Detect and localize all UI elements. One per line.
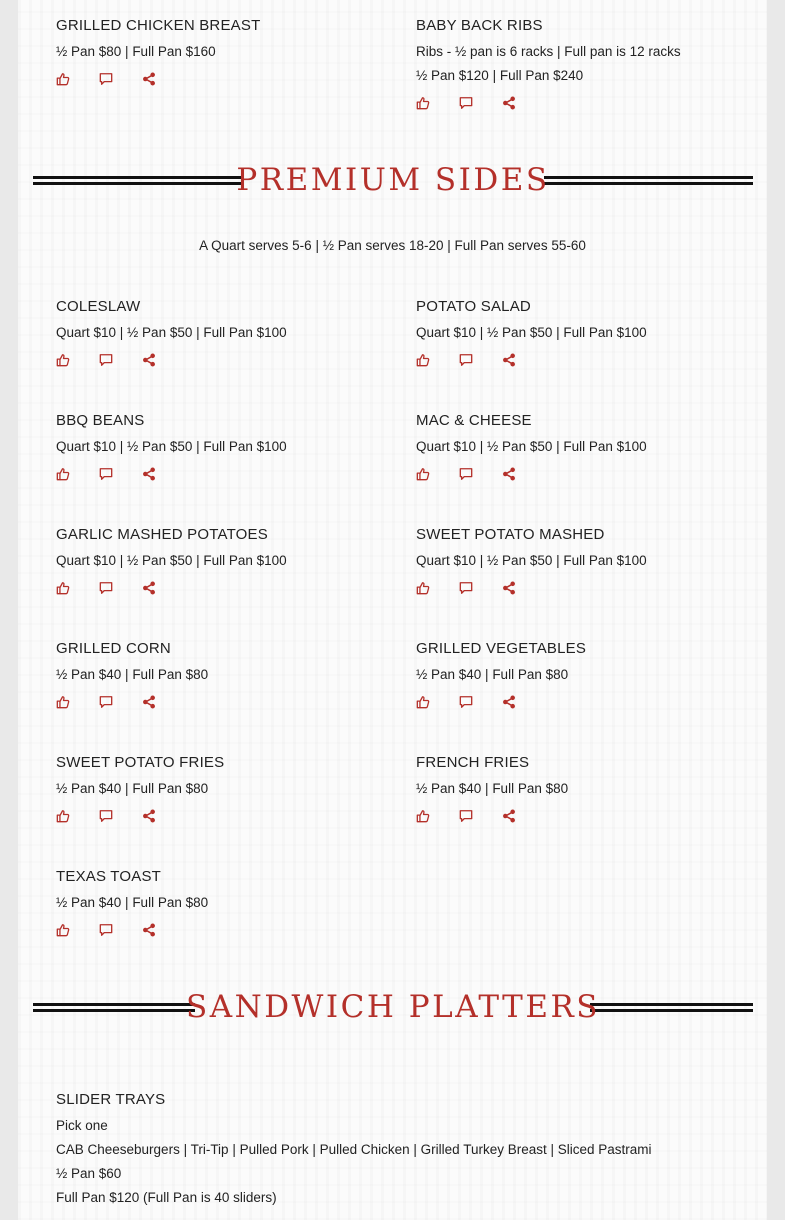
thumbs-up-icon[interactable]: [416, 809, 430, 823]
thumbs-up-icon[interactable]: [56, 467, 70, 481]
comment-icon[interactable]: [99, 581, 113, 595]
share-icon[interactable]: [142, 581, 156, 595]
menu-item-mac-and-cheese: [416, 412, 647, 481]
item-name: COLESLAW: [56, 298, 141, 315]
item-actions: [416, 467, 647, 481]
item-actions: [416, 581, 647, 595]
share-icon[interactable]: [502, 695, 516, 709]
item-price: ½ Pan $40 | Full Pan $80: [56, 667, 209, 682]
thumbs-up-icon[interactable]: [416, 96, 430, 110]
share-icon[interactable]: [502, 353, 516, 367]
thumbs-up-icon[interactable]: [56, 72, 70, 86]
item-price: ½ Pan $40 | Full Pan $80: [416, 667, 569, 682]
item-price: ½ Pan $40 | Full Pan $80: [416, 781, 569, 796]
menu-item-sweet-potato-mashed: [416, 526, 647, 595]
item-name: BABY BACK RIBS: [416, 17, 543, 34]
thumbs-up-icon[interactable]: [56, 923, 70, 937]
menu-item-slider-trays: [56, 1091, 652, 1210]
menu-item-sweet-potato-fries: [56, 754, 224, 823]
menu-item-baby-back-ribs: [416, 17, 681, 110]
comment-icon[interactable]: [459, 96, 473, 110]
item-name: SWEET POTATO MASHED: [416, 526, 605, 543]
section-title: SANDWICH PLATTERS: [185, 989, 601, 1025]
thumbs-up-icon[interactable]: [416, 353, 430, 367]
thumbs-up-icon[interactable]: [416, 581, 430, 595]
thumbs-up-icon[interactable]: [56, 695, 70, 709]
comment-icon[interactable]: [99, 809, 113, 823]
item-name: SLIDER TRAYS: [56, 1091, 166, 1108]
item-price: Quart $10 | ½ Pan $50 | Full Pan $100: [56, 553, 287, 568]
item-price-full: Full Pan $120 (Full Pan is 40 sliders): [56, 1190, 277, 1205]
share-icon[interactable]: [142, 923, 156, 937]
item-name: GRILLED VEGETABLES: [416, 640, 587, 657]
item-actions: [56, 695, 208, 709]
item-name: SWEET POTATO FRIES: [56, 754, 225, 771]
item-name: GRILLED CHICKEN BREAST: [56, 17, 261, 34]
share-icon[interactable]: [502, 581, 516, 595]
comment-icon[interactable]: [459, 581, 473, 595]
comment-icon[interactable]: [99, 72, 113, 86]
section-note: A Quart serves 5-6 | ½ Pan serves 18-20 | Full Pan serves 55-60: [199, 238, 586, 253]
item-actions: [56, 467, 287, 481]
share-icon[interactable]: [502, 96, 516, 110]
item-price-half: ½ Pan $60: [56, 1166, 122, 1181]
menu-item-grilled-chicken-breast: [56, 17, 260, 86]
item-price: ½ Pan $40 | Full Pan $80: [56, 781, 209, 796]
menu-item-coleslaw: [56, 298, 287, 367]
share-icon[interactable]: [502, 467, 516, 481]
comment-icon[interactable]: [459, 353, 473, 367]
item-actions: [416, 96, 681, 110]
comment-icon[interactable]: [459, 467, 473, 481]
share-icon[interactable]: [142, 467, 156, 481]
share-icon[interactable]: [142, 695, 156, 709]
section-header-premium-sides: [33, 160, 753, 204]
item-price: Quart $10 | ½ Pan $50 | Full Pan $100: [416, 325, 647, 340]
item-actions: [56, 353, 287, 367]
item-name: TEXAS TOAST: [56, 868, 162, 885]
menu-item-bbq-beans: [56, 412, 287, 481]
item-description: Pick one: [56, 1118, 108, 1133]
comment-icon[interactable]: [459, 695, 473, 709]
menu-item-grilled-corn: [56, 640, 208, 709]
comment-icon[interactable]: [99, 353, 113, 367]
menu-item-potato-salad: [416, 298, 647, 367]
item-actions: [56, 72, 260, 86]
menu-item-french-fries: [416, 754, 568, 823]
item-name: GARLIC MASHED POTATOES: [56, 526, 268, 543]
thumbs-up-icon[interactable]: [56, 581, 70, 595]
share-icon[interactable]: [142, 72, 156, 86]
item-actions: [416, 695, 586, 709]
item-price: Quart $10 | ½ Pan $50 | Full Pan $100: [56, 325, 287, 340]
item-name: MAC & CHEESE: [416, 412, 532, 429]
item-price: Quart $10 | ½ Pan $50 | Full Pan $100: [416, 553, 647, 568]
thumbs-up-icon[interactable]: [56, 809, 70, 823]
item-name: GRILLED CORN: [56, 640, 171, 657]
item-price: Quart $10 | ½ Pan $50 | Full Pan $100: [56, 439, 287, 454]
section-title: PREMIUM SIDES: [236, 162, 550, 198]
item-price: ½ Pan $120 | Full Pan $240: [416, 68, 584, 83]
item-actions: [416, 353, 647, 367]
menu-item-garlic-mashed-potatoes: [56, 526, 287, 595]
item-name: POTATO SALAD: [416, 298, 531, 315]
item-actions: [416, 809, 568, 823]
thumbs-up-icon[interactable]: [416, 695, 430, 709]
item-actions: [56, 923, 208, 937]
item-actions: [56, 581, 287, 595]
share-icon[interactable]: [502, 809, 516, 823]
comment-icon[interactable]: [99, 695, 113, 709]
item-price: ½ Pan $80 | Full Pan $160: [56, 44, 216, 59]
section-header-sandwich-platters: [33, 987, 753, 1031]
item-actions: [56, 809, 224, 823]
comment-icon[interactable]: [99, 467, 113, 481]
thumbs-up-icon[interactable]: [416, 467, 430, 481]
comment-icon[interactable]: [459, 809, 473, 823]
share-icon[interactable]: [142, 353, 156, 367]
menu-item-grilled-vegetables: [416, 640, 586, 709]
item-options: CAB Cheeseburgers | Tri-Tip | Pulled Pork | Pulled Chicken | Grilled Turkey Breast | Sliced Pastrami: [56, 1142, 652, 1157]
item-price: ½ Pan $40 | Full Pan $80: [56, 895, 209, 910]
item-name: BBQ BEANS: [56, 412, 145, 429]
item-price: Quart $10 | ½ Pan $50 | Full Pan $100: [416, 439, 647, 454]
item-name: FRENCH FRIES: [416, 754, 530, 771]
share-icon[interactable]: [142, 809, 156, 823]
comment-icon[interactable]: [99, 923, 113, 937]
item-description: Ribs - ½ pan is 6 racks | Full pan is 12 racks: [416, 44, 681, 59]
thumbs-up-icon[interactable]: [56, 353, 70, 367]
menu-item-texas-toast: [56, 868, 208, 937]
